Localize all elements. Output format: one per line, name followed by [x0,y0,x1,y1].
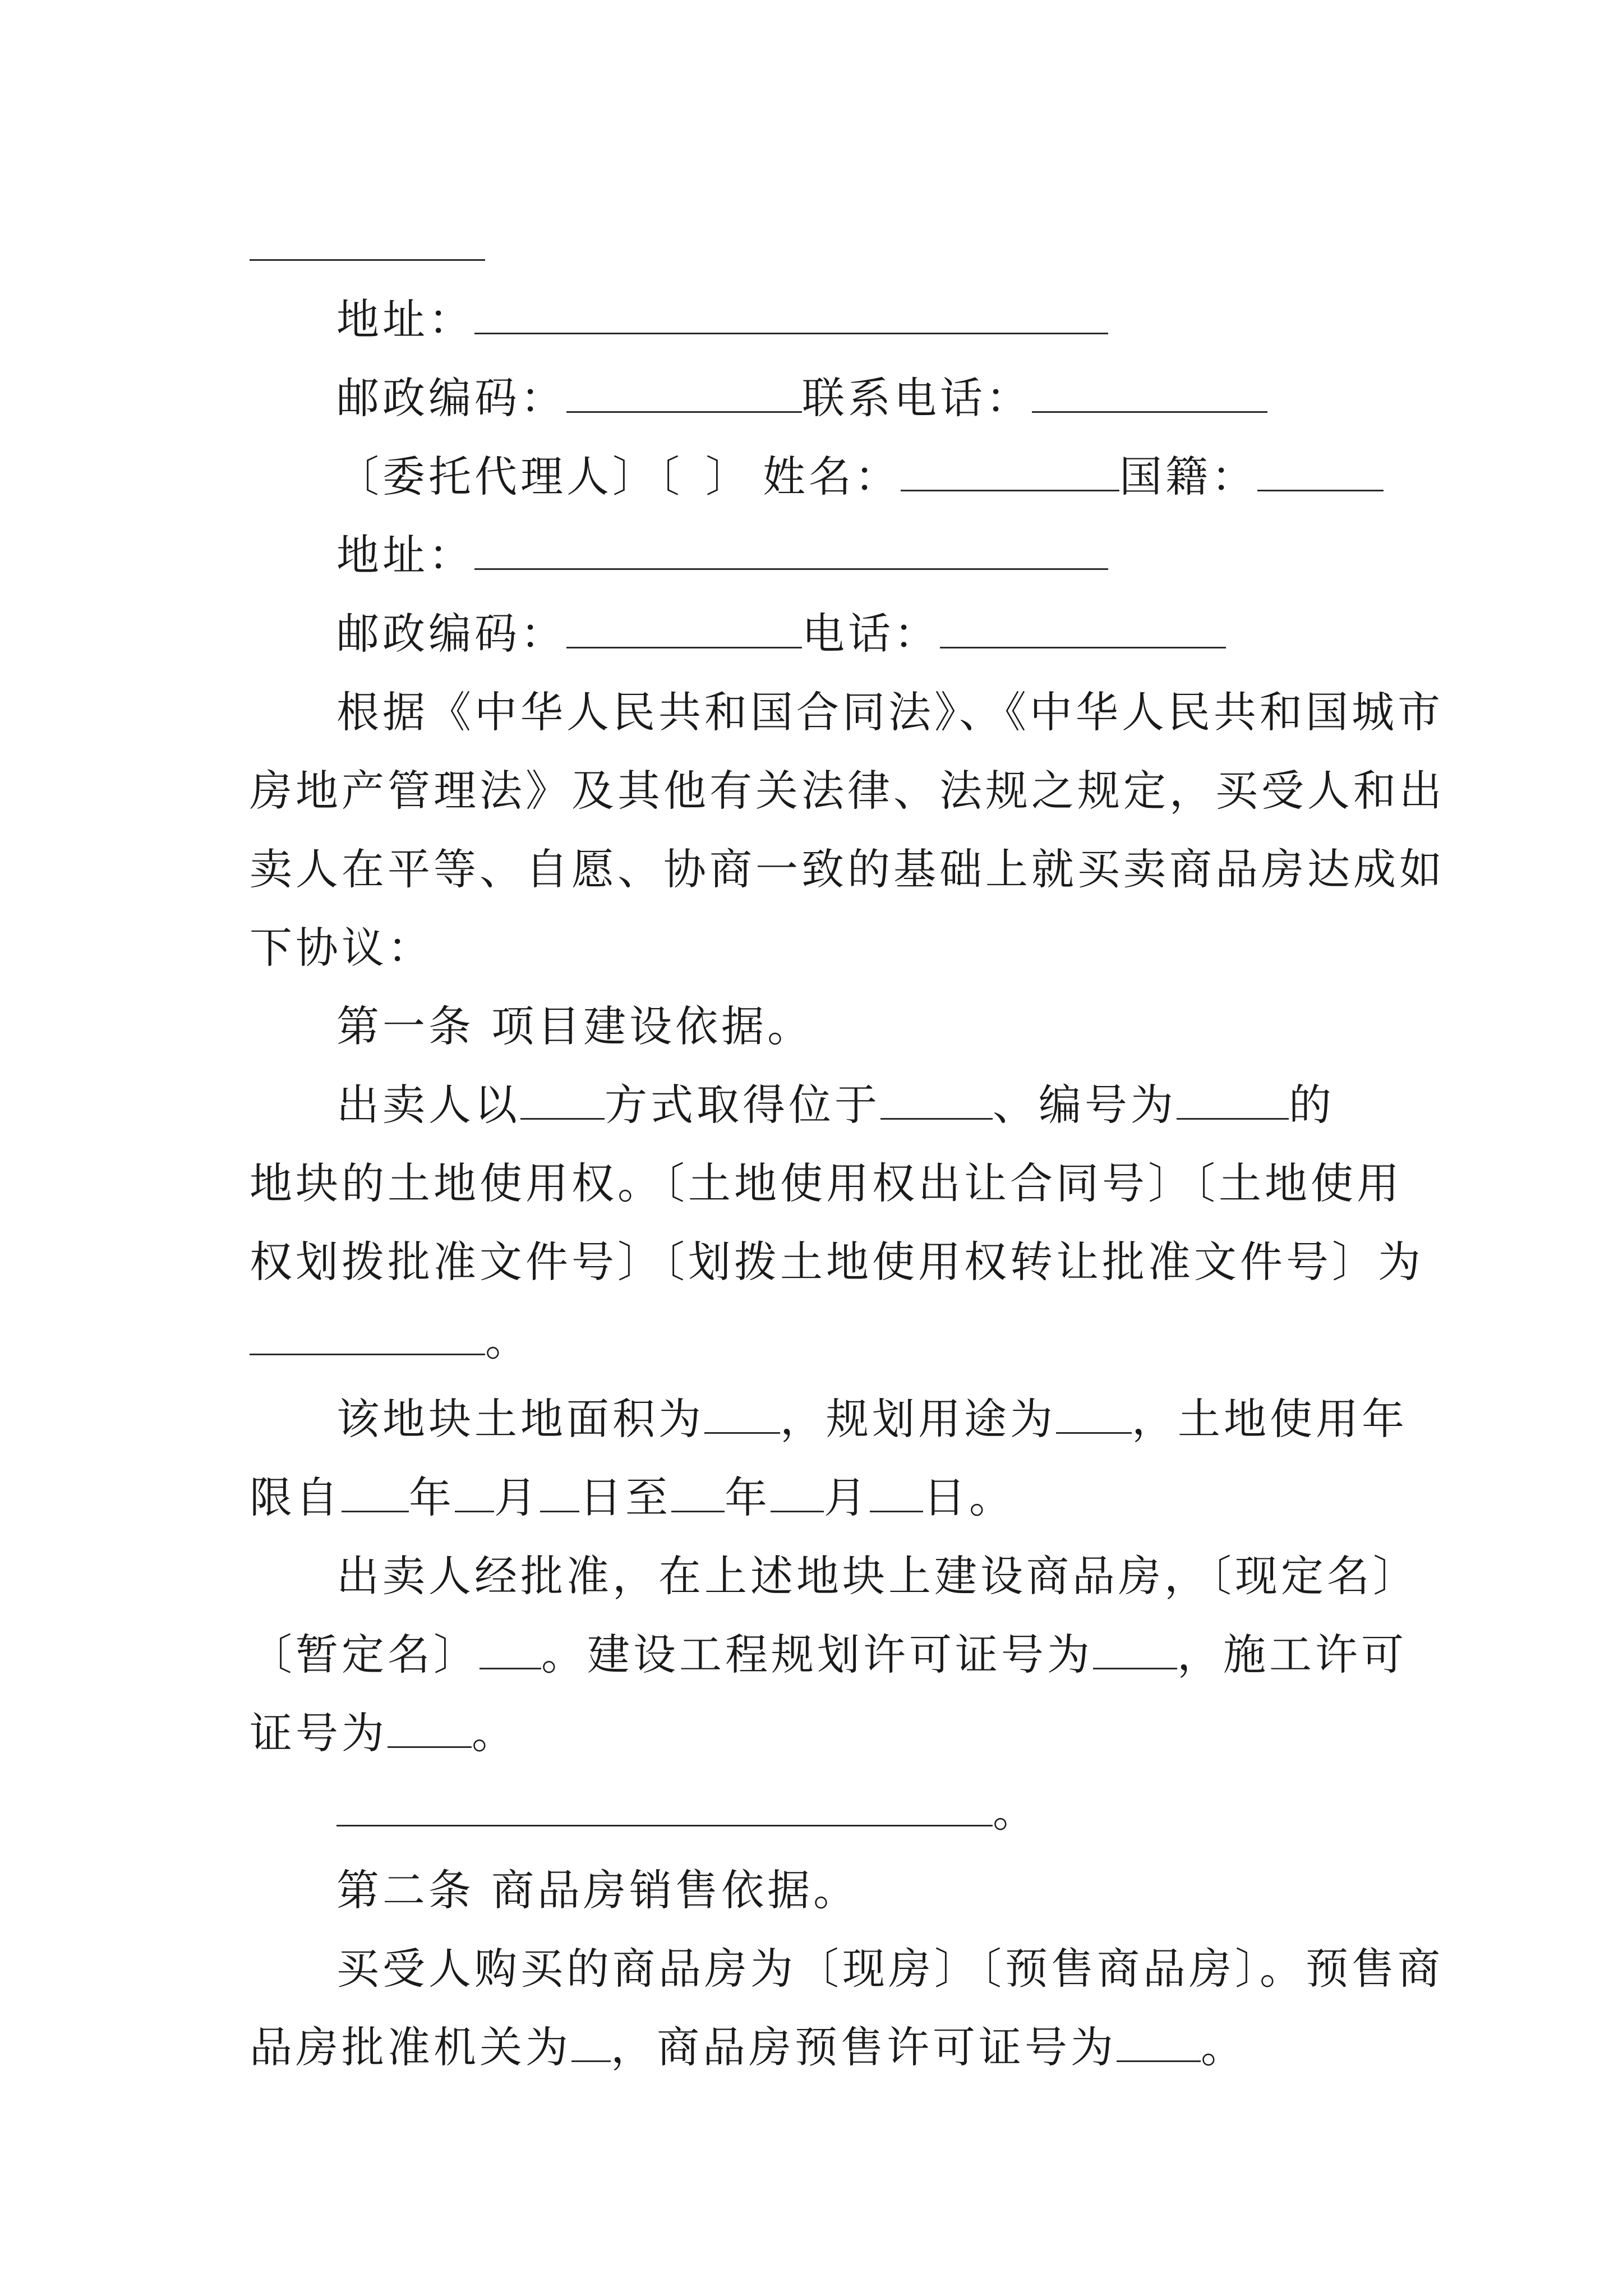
article-2-p1-line-1: 买受人购买的商品房为〔现房〕〔预售商品房〕。预售商 [336,1944,1444,1994]
text-span: 。建设工程规划许可证号为 [541,1630,1093,1680]
agent-prefix: 〔委托代理人〕〔 [336,452,683,501]
agent-name-label: 姓名： [763,452,901,501]
postal-phone-line-1 [336,370,1267,426]
postal-code-label-2: 邮政编码： [336,609,566,659]
address-label: 地址： [336,295,474,344]
text-span: 年 [725,1473,771,1522]
text-span: 品房批准机关为 [250,2022,571,2072]
postal-code-label: 邮政编码： [336,373,566,423]
start-day-blank[interactable] [540,1471,579,1512]
article-1-p2-line-2 [250,1470,1015,1526]
start-month-blank[interactable] [455,1471,494,1512]
article-1-p3-line-3 [250,1705,518,1761]
text-span: 。 [485,1315,531,1365]
text-span: 、编号为 [993,1080,1177,1130]
planned-use-blank[interactable] [1056,1393,1132,1434]
preamble-line-4: 下协议： [250,923,434,973]
land-contract-number-blank[interactable] [250,1314,485,1355]
address-blank[interactable] [474,293,1108,334]
preamble-line-2: 房地产管理法》及其他有关法律、法规之规定，买受人和出 [250,766,1445,816]
agent-bracket-close: 〕 [706,452,751,501]
start-year-blank[interactable] [342,1471,409,1512]
article-1-p3-line-1: 出卖人经批准，在上述地块上建设商品房，〔现定名〕 [336,1551,1419,1601]
text-span: ，土地使用年 [1132,1394,1408,1444]
text-span: 方式取得位于 [605,1080,880,1130]
text-span: 月 [824,1473,870,1522]
agent-line [336,449,1384,505]
plot-number-blank[interactable] [1177,1079,1289,1120]
address-blank-2[interactable] [474,529,1108,570]
address-label-2: 地址： [336,530,474,580]
text-span: 月 [494,1473,540,1522]
text-span: ，商品房预售许可证号为 [611,2022,1117,2072]
text-span: 。 [1201,2022,1247,2072]
contact-phone-blank[interactable] [1032,372,1267,413]
project-name-blank[interactable] [479,1628,541,1669]
presale-permit-blank[interactable] [1117,2021,1201,2062]
text-span: ，施工许可 [1177,1630,1407,1680]
text-span: 。 [472,1708,518,1758]
article-1-p4 [336,1784,1039,1840]
preamble-line-1: 根据《中华人民共和国合同法》、《中华人民共和国城市 [336,687,1444,737]
text-span: 该地块土地面积为 [336,1394,704,1444]
text-span: 的 [1289,1080,1335,1130]
article-1-p1-line-1 [336,1077,1335,1133]
preamble-line-3: 卖人在平等、自愿、协商一致的基础上就买卖商品房达成如 [250,844,1445,894]
acquisition-method-blank[interactable] [520,1079,605,1120]
text-span: 限自 [250,1473,342,1522]
text-span: 日。 [923,1473,1015,1522]
top-blank-line [250,259,485,261]
text-span: 年 [409,1473,455,1522]
phone-blank-2[interactable] [940,608,1226,648]
construction-permit-blank[interactable] [388,1707,472,1748]
article-1-title: 第一条 项目建设依据。 [336,1001,814,1051]
land-area-blank[interactable] [704,1393,780,1434]
text-span: 证号为 [250,1708,388,1758]
agent-nationality-blank[interactable] [1257,450,1384,491]
agent-nationality-label: 国籍： [1119,452,1257,501]
article-1-p1-line-4 [250,1313,531,1369]
text-span: 日至 [579,1473,671,1522]
text-span: 出卖人以 [336,1080,520,1130]
postal-code-blank[interactable] [566,372,802,413]
article-1-p1-line-3: 权划拨批准文件号〕〔划拨土地使用权转让批准文件号〕为 [250,1237,1424,1287]
article-1-p2-line-1 [336,1391,1408,1447]
postal-phone-line-2 [336,606,1226,662]
planning-permit-blank[interactable] [1093,1628,1177,1669]
address-line-1 [336,292,1108,348]
text-span: ，规划用途为 [780,1394,1056,1444]
article-2-p1-line-2 [250,2019,1247,2076]
article-1-p3-line-2 [250,1627,1407,1683]
agent-name-blank[interactable] [901,450,1119,491]
contact-phone-label: 联系电话： [802,373,1032,423]
article-2-title: 第二条 商品房销售依据。 [336,1865,860,1915]
text-span: 〔暂定名〕 [250,1630,479,1680]
end-day-blank[interactable] [870,1471,923,1512]
phone-label-2: 电话： [802,609,940,659]
end-year-blank[interactable] [671,1471,725,1512]
article-1-p1-line-2: 地块的土地使用权。〔土地使用权出让合同号〕〔土地使用 [250,1158,1403,1208]
approval-authority-blank[interactable] [571,2021,611,2062]
postal-code-blank-2[interactable] [566,608,802,648]
supplementary-blank[interactable] [336,1786,993,1826]
text-span: 。 [993,1787,1039,1837]
address-line-2 [336,527,1108,583]
end-month-blank[interactable] [771,1471,824,1512]
location-blank[interactable] [880,1079,993,1120]
